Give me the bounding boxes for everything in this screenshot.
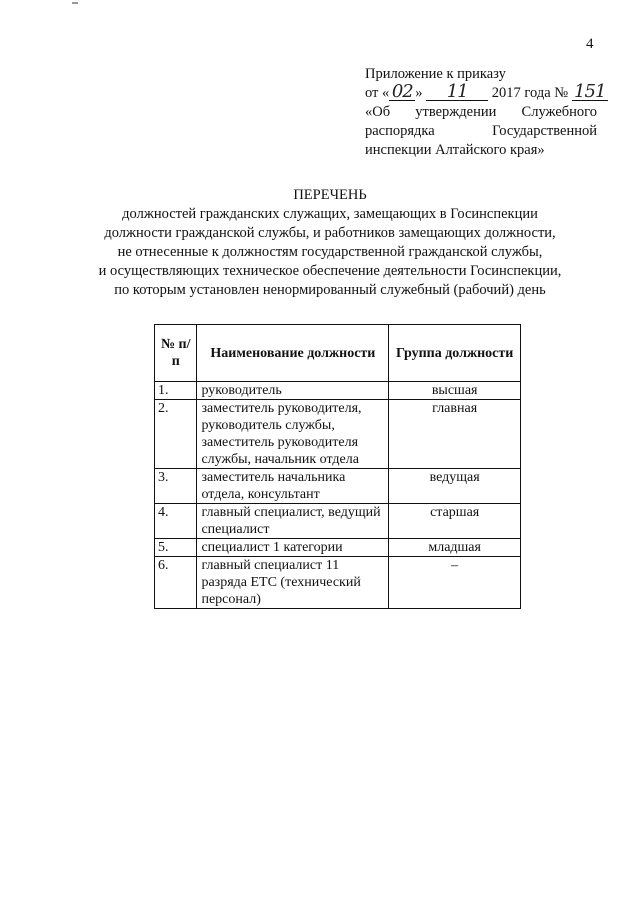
handwritten-day: 02 (389, 84, 415, 101)
positions-table (154, 324, 521, 609)
scan-mark (72, 2, 78, 4)
handwritten-month: 11 (426, 84, 488, 101)
order-title-line-3: инспекции Алтайского края» (365, 142, 545, 158)
title-line-3: не отнесенные к должностям государственной гражданской службы, (117, 244, 543, 260)
title-line-4: и осуществляющих техническое обеспечение деятельности Госинспекции, (98, 263, 562, 279)
row-num: 3. (155, 469, 197, 504)
date-quote: » (415, 85, 423, 101)
table-row (155, 469, 521, 504)
row-position-group: старшая (389, 504, 521, 539)
table-row (155, 382, 521, 400)
table-row (155, 557, 521, 609)
handwritten-order-number: 151 (572, 84, 608, 101)
document-title (70, 186, 590, 300)
row-position-group: младшая (389, 539, 521, 557)
date-year: 2017 года № (491, 85, 569, 101)
page-number: 4 (586, 36, 594, 52)
order-title-line-1: «Об утверждении Служебного (365, 104, 597, 120)
row-position-name: главный специалист, ведущий специалист (197, 504, 389, 539)
row-position-group: ведущая (389, 469, 521, 504)
row-position-name: главный специалист 11 разряда ЕТС (технический персонал) (197, 557, 389, 609)
date-prefix: от « (365, 85, 390, 101)
appendix-line: Приложение к приказу (365, 66, 506, 82)
row-position-group: главная (389, 400, 521, 469)
header-position-name: Наименование должности (197, 325, 389, 382)
row-position-name: руководитель (197, 382, 389, 400)
table-header-row (155, 325, 521, 382)
row-position-name: специалист 1 категории (197, 539, 389, 557)
title-heading: ПЕРЕЧЕНЬ (293, 187, 367, 203)
table-row (155, 400, 521, 469)
row-num: 4. (155, 504, 197, 539)
row-num: 1. (155, 382, 197, 400)
row-num: 2. (155, 400, 197, 469)
table-row (155, 504, 521, 539)
header-num: № п/п (155, 325, 197, 382)
table-row (155, 539, 521, 557)
title-line-1: должностей гражданских служащих, замещающих в Госинспекции (122, 206, 538, 222)
row-num: 5. (155, 539, 197, 557)
row-position-name: заместитель руководителя, руководитель службы, заместитель руководителя службы, начальник отдела (197, 400, 389, 469)
header-position-group: Группа должности (389, 325, 521, 382)
row-position-group: – (389, 557, 521, 609)
row-position-name: заместитель начальника отдела, консультант (197, 469, 389, 504)
order-title-line-2: распорядка Государственной (365, 123, 597, 139)
appendix-header (365, 65, 606, 160)
title-line-2: должности гражданской службы, и работников замещающих должности, (104, 225, 556, 241)
row-num: 6. (155, 557, 197, 609)
title-line-5: по которым установлен ненормированный служебный (рабочий) день (114, 282, 546, 298)
row-position-group: высшая (389, 382, 521, 400)
order-date-line (365, 81, 606, 103)
